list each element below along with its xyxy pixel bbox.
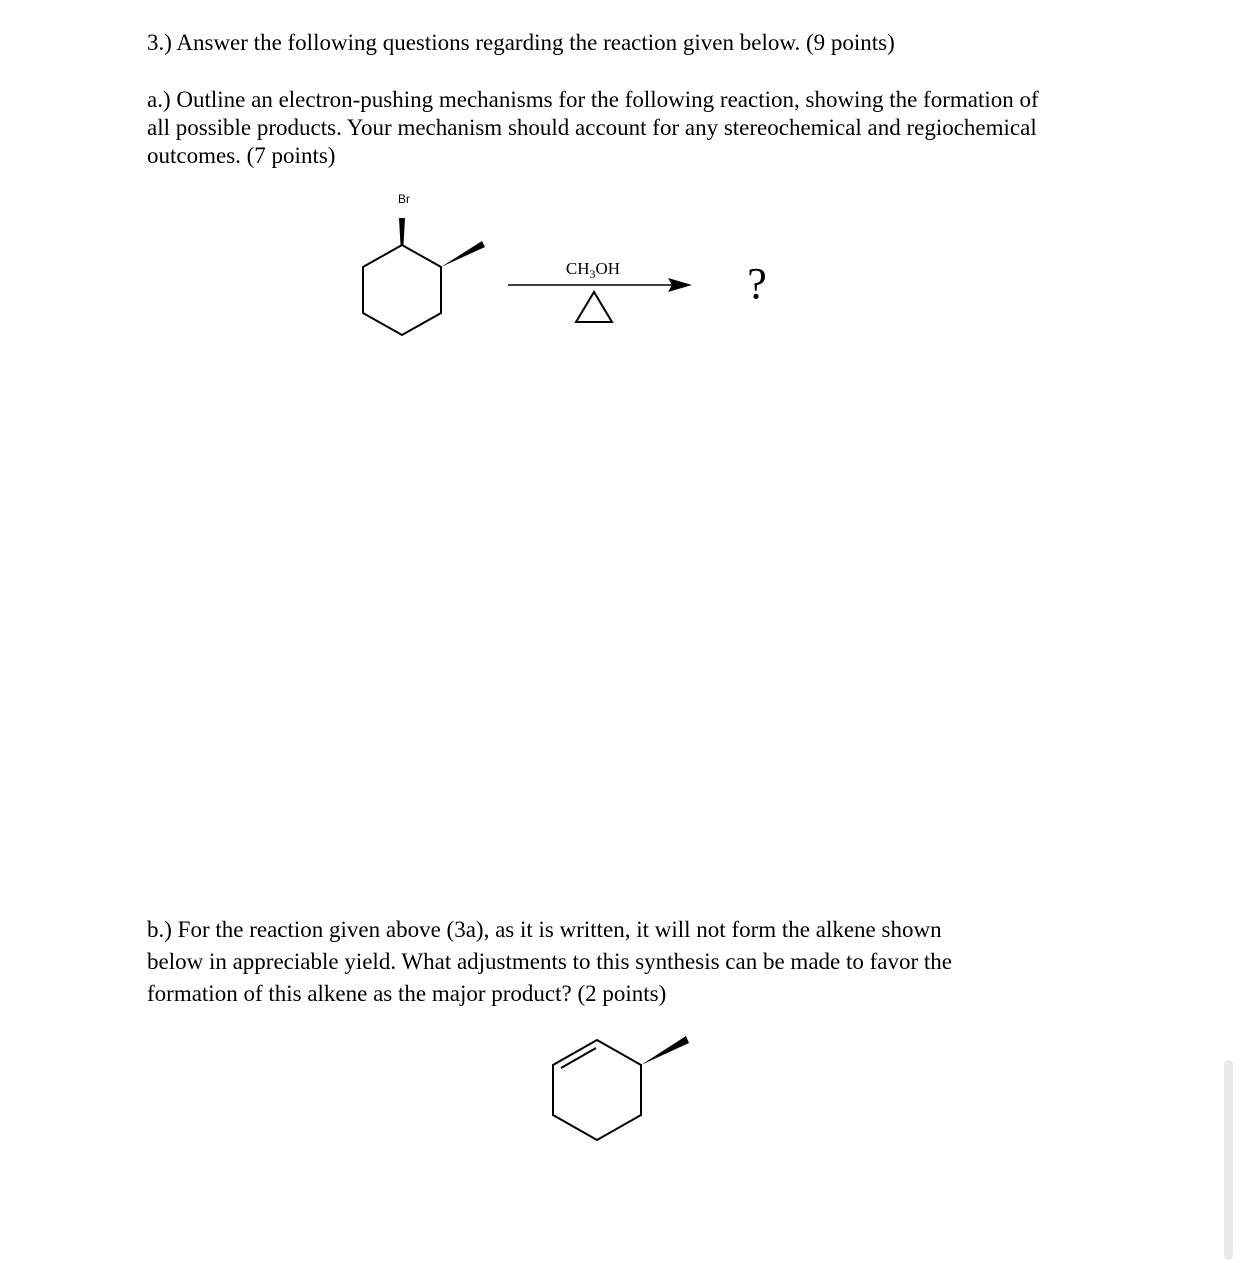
question-title: 3.) Answer the following questions regarding the reaction given below. (9 points) (147, 30, 895, 55)
product-question-mark: ? (747, 259, 767, 308)
reaction-scheme (0, 0, 1242, 420)
starting-material-structure (363, 192, 485, 335)
methyl-wedge-bond (641, 1036, 689, 1065)
alkene-structure (0, 1000, 1242, 1200)
part-a-line: all possible products. Your mechanism should account for any stereochemical and regiochemical (147, 115, 1037, 140)
reagent-label: $CH_3OH$ (565, 259, 621, 281)
methyl-wedge-bond (441, 241, 485, 267)
bromine-label: Br (398, 192, 410, 206)
part-a-line: outcomes. (7 points) (147, 143, 336, 168)
part-b-line: below in appreciable yield. What adjustments to this synthesis can be made to favor the (147, 949, 952, 974)
bromine-wedge-bond (399, 218, 405, 245)
part-b-line: formation of this alkene as the major product? (2 points) (147, 981, 667, 1006)
reaction-arrow (508, 278, 692, 292)
heat-symbol (576, 292, 612, 322)
part-b-line: b.) For the reaction given above (3a), as it is written, it will not form the alkene shown (147, 917, 942, 942)
cyclohexene-ring (553, 1040, 641, 1140)
scrollbar-thumb[interactable] (1224, 1060, 1233, 1260)
part-a-line: a.) Outline an electron-pushing mechanisms for the following reaction, showing the formation of (147, 87, 1039, 112)
cyclohexane-ring (363, 245, 441, 335)
